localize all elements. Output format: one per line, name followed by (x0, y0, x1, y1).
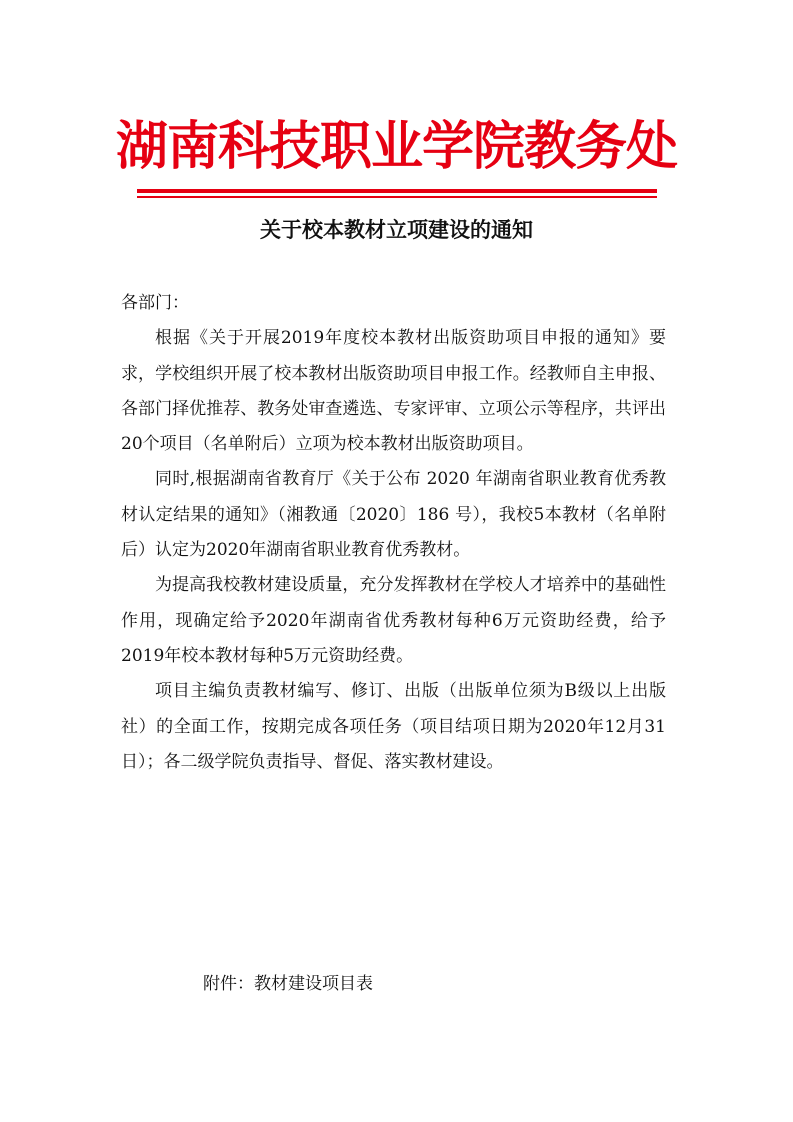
paragraph-1: 根据《关于开展2019年度校本教材出版资助项目申报的通知》要求，学校组织开展了校本教材出版资助项目申报工作。经教师自主申报、各部门择优推荐、教务处审查遴选、专家评审、立项公示等程序，共评出20个项目（名单附后）立项为校本教材出版资助项目。 (121, 328, 666, 455)
letterhead-rule-thin (137, 196, 657, 198)
paragraph-4: 项目主编负责教材编写、修订、出版（出版单位须为B级以上出版社）的全面工作，按期完成各项任务（项目结项日期为2020年12月31日）；各二级学院负责指导、督促、落实教材建设。 (121, 681, 666, 772)
document-body (121, 286, 666, 780)
salutation: 各部门： (121, 293, 189, 313)
letterhead-rule-thick (137, 189, 657, 193)
document-title: 关于校本教材立项建设的通知 (260, 217, 533, 242)
letterhead: 湖南科技职业学院教务处 (115, 116, 677, 177)
attachment-line: 附件：教材建设项目表 (203, 974, 373, 994)
paragraph-2: 同时,根据湖南省教育厅《关于公布 2020 年湖南省职业教育优秀教材认定结果的通知》（湘教通〔2020〕186 号），我校5本教材（名单附后）认定为2020年湖南省职业教育优秀教材。 (121, 469, 666, 561)
paragraph-3: 为提高我校教材建设质量，充分发挥教材在学校人才培养中的基础性作用，现确定给予2020年湖南省优秀教材每种6万元资助经费，给予2019年校本教材每种5万元资助经费。 (121, 575, 666, 666)
